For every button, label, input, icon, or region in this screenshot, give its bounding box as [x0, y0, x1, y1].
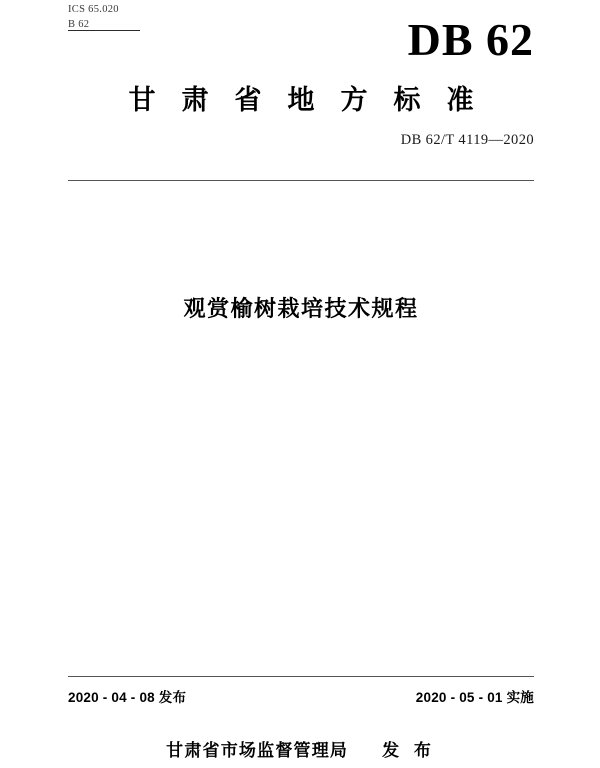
header-divider [68, 180, 534, 181]
standard-number: DB 62/T 4119—2020 [400, 132, 534, 148]
classification-divider [68, 30, 140, 31]
issuer-verb: 发 布 [382, 741, 436, 760]
standard-category: 甘肃省地方标准 [128, 85, 500, 115]
page-title: 观赏榆树栽培技术规程 [183, 296, 419, 321]
standard-mark: DB 62 [407, 14, 534, 65]
implement-date: 2020 - 05 - 01 实施 [415, 690, 534, 705]
issuer-name: 甘肃省市场监督管理局 [166, 741, 349, 760]
ccs-code: B 62 [68, 19, 90, 30]
ics-code: ICS 65.020 [68, 4, 119, 15]
publish-date: 2020 - 04 - 08 发布 [68, 690, 187, 705]
classification-codes [68, 2, 119, 32]
date-row [68, 686, 534, 706]
footer-divider [68, 676, 534, 677]
issuer-row [68, 736, 534, 761]
